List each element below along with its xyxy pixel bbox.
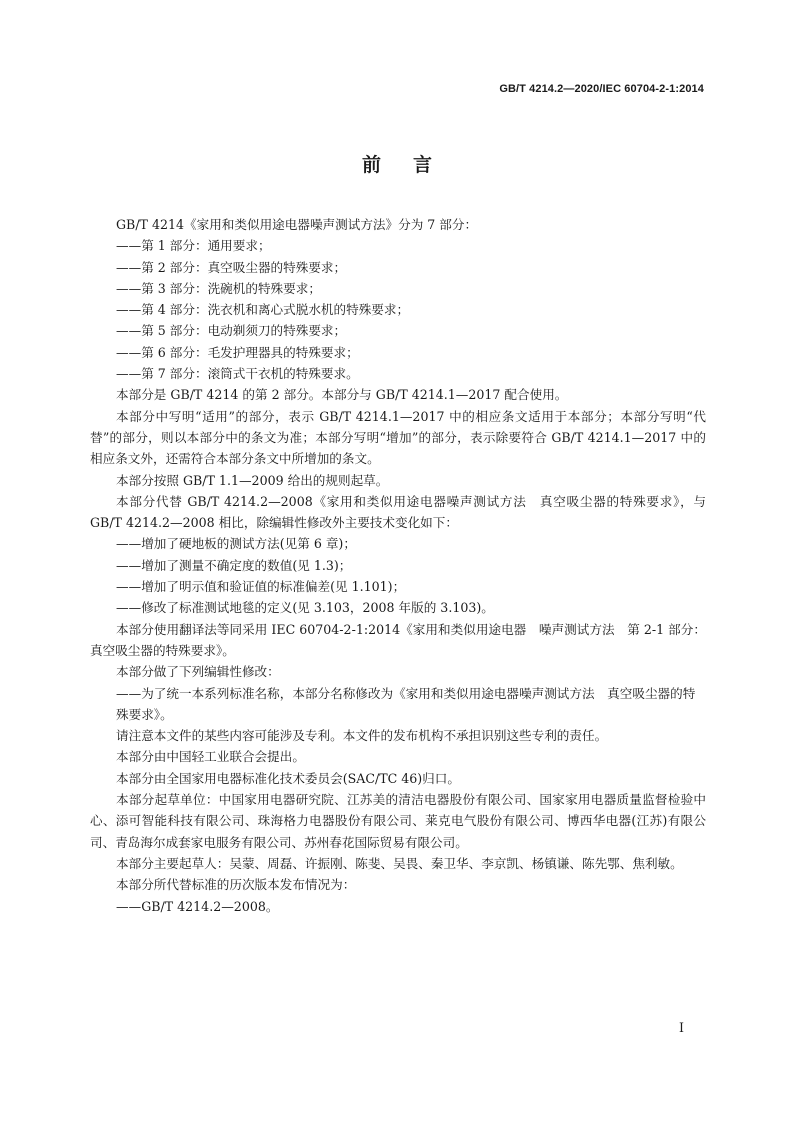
paragraph: 请注意本文件的某些内容可能涉及专利。本文件的发布机构不承担识别这些专利的责任。 [116,728,608,744]
paragraph: 本部分所代替标准的历次版本发布情况为： [116,877,356,893]
paragraph: 本部分代替 GB/T 4214.2—2008《家用和类似用途电器噪声测试方法 真空吸尘器的特殊要求》，与 GB/T 4214.2—2008 相比，除编辑性修改外主要技术变化如下： [90,493,706,531]
paragraph: 本部分做了下列编辑性修改： [116,664,280,680]
document-body [90,214,706,917]
list-item: ——增加了硬地板的测试方法(见第 6 章)； [116,536,356,552]
paragraph: 本部分起草单位：中国家用电器研究院、江苏美的清洁电器股份有限公司、国家家用电器质量监督检验中心、添可智能科技有限公司、珠海格力电器股份有限公司、莱克电气股份有限公司、博西华电器(江苏)有限公司、青岛海尔成套家电服务有限公司、苏州春花国际贸易有限公司。 [90,792,706,850]
paragraph: 本部分由全国家用电器标准化技术委员会(SAC/TC 46)归口。 [116,770,460,786]
list-item: ——第 6 部分：毛发护理器具的特殊要求； [116,344,359,360]
standard-code-header: GB/T 4214.2—2020/IEC 60704-2-1:2014 [499,83,704,95]
list-item: ——第 3 部分：洗碗机的特殊要求； [116,280,321,296]
list-item: ——GB/T 4214.2—2008。 [116,898,279,914]
intro-paragraph: GB/T 4214《家用和类似用途电器噪声测试方法》分为 7 部分： [116,217,478,232]
list-item: ——第 2 部分：真空吸尘器的特殊要求； [116,259,347,275]
list-item: ——第 4 部分：洗衣机和离心式脱水机的特殊要求； [116,302,410,318]
paragraph: 本部分中写明“适用”的部分，表示 GB/T 4214.1—2017 中的相应条文适用于本部分；本部分写明“代替”的部分，则以本部分中的条文为准；本部分写明“增加”的部分，表示除要符合 GB/T 4214.1—2017 中的相应条文外，还需符合本部分条文中所增加的条文。 [90,408,706,467]
title-text: 前言 [361,154,464,176]
paragraph: 本部分是 GB/T 4214 的第 2 部分。本部分与 GB/T 4214.1—2017 配合使用。 [116,387,568,403]
list-item: ——为了统一本系列标准名称，本部分名称修改为《家用和类似用途电器噪声测试方法 真空吸尘器的特殊要求》。 [116,685,696,722]
paragraph: 本部分使用翻译法等同采用 IEC 60704-2-1:2014《家用和类似用途电器 噪声测试方法 第 2-1 部分：真空吸尘器的特殊要求》。 [90,621,706,658]
list-item: ——增加了明示值和验证值的标准偏差(见 1.101)； [116,579,406,595]
list-item: ——第 1 部分：通用要求； [116,238,271,254]
paragraph: 本部分主要起草人：吴蒙、周磊、许振刚、陈斐、吴畏、秦卫华、李京凯、杨镇谦、陈先鄂、焦利敏。 [116,855,683,871]
page-number: I [679,1020,684,1035]
list-item: ——第 5 部分：电动剃须刀的特殊要求； [116,323,347,339]
list-item: ——第 7 部分：滚筒式干衣机的特殊要求。 [116,366,359,382]
list-item: ——增加了测量不确定度的数值(见 1.3)； [116,557,352,573]
list-item: ——修改了标准测试地毯的定义(见 3.103，2008 年版的 3.103)。 [116,600,494,616]
paragraph: 本部分由中国轻工业联合会提出。 [116,749,305,765]
paragraph: 本部分按照 GB/T 1.1—2009 给出的规则起草。 [116,472,389,488]
page-title [0,150,794,177]
